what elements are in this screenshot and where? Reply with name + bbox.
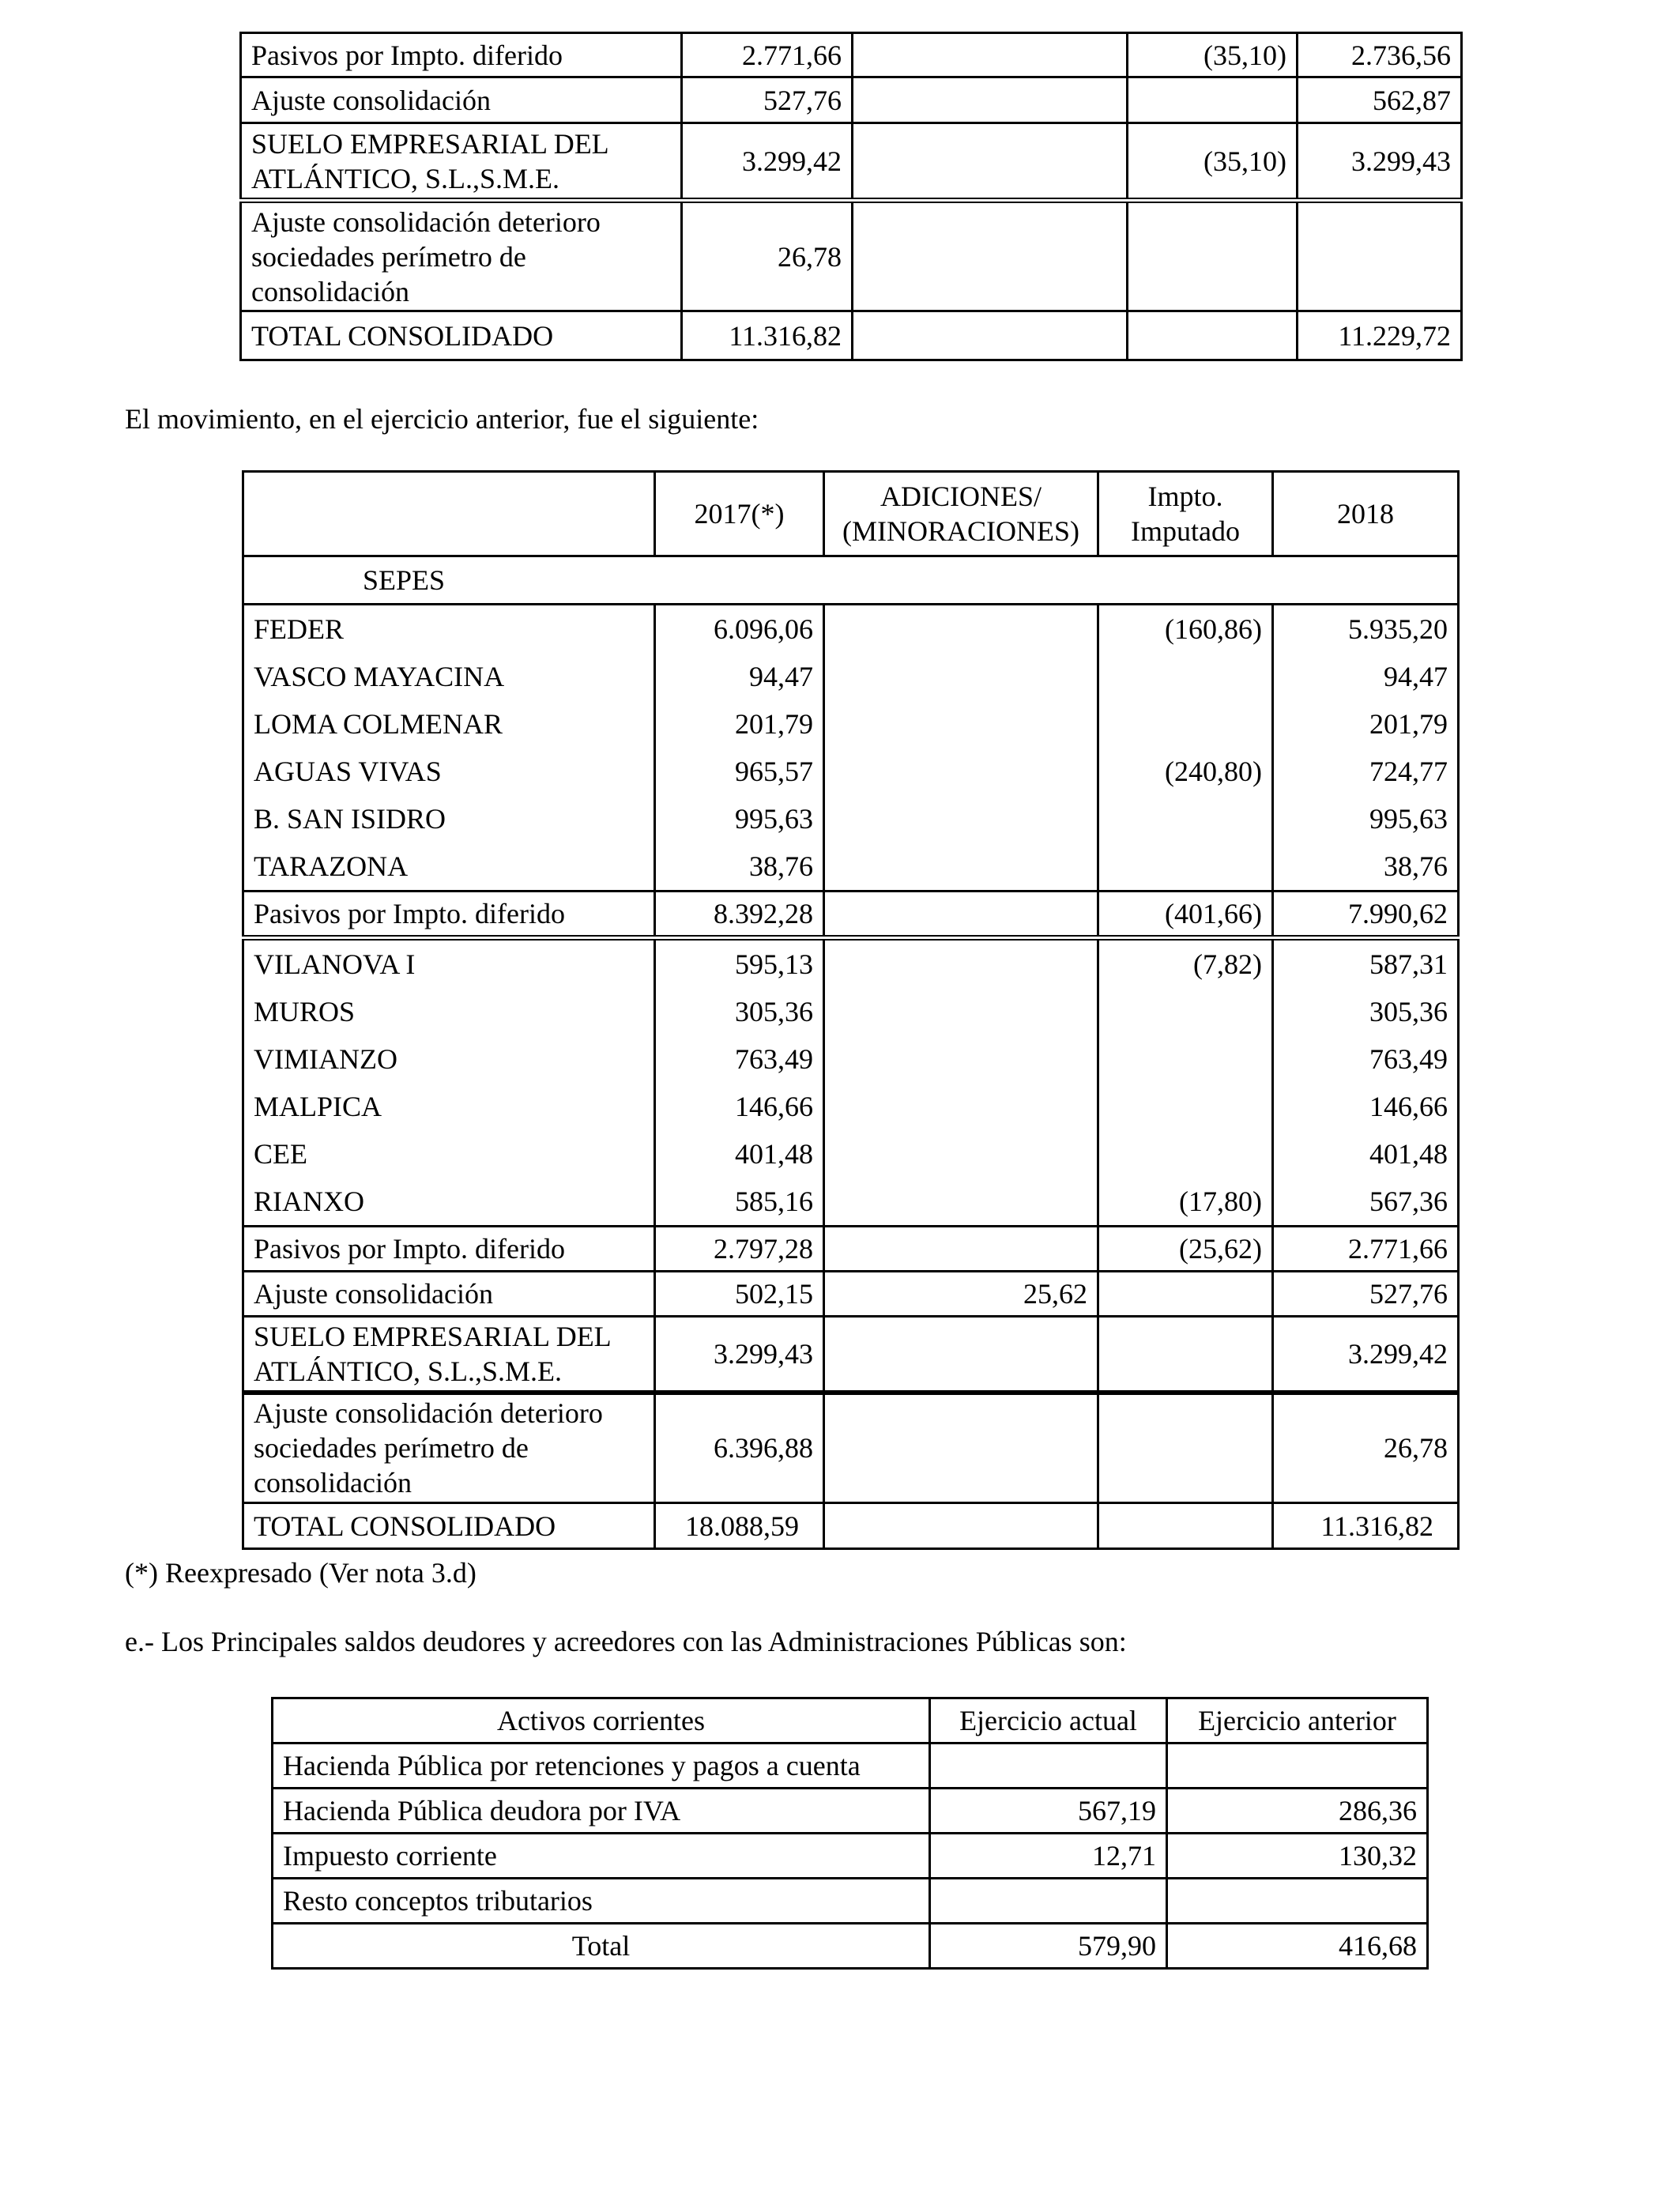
table-row <box>241 123 1462 201</box>
table-row <box>243 653 1459 700</box>
cell-value: 562,87 <box>1298 77 1462 123</box>
row-label-line: SUELO EMPRESARIAL DEL <box>251 127 609 160</box>
cell-value <box>824 1317 1098 1393</box>
cell-value <box>930 1879 1167 1924</box>
column-header-line: ADICIONES/ <box>880 481 1042 512</box>
cell-value: 94,47 <box>1273 653 1459 700</box>
cell-value: 401,48 <box>1273 1130 1459 1178</box>
row-label: Pasivos por Impto. diferido <box>241 33 682 77</box>
cell-value: 567,19 <box>930 1789 1167 1834</box>
row-label: Impuesto corriente <box>273 1834 930 1879</box>
cell-value: 401,48 <box>655 1130 824 1178</box>
row-label-line: Ajuste consolidación deterioro <box>251 205 601 238</box>
cell-value <box>824 988 1098 1035</box>
cell-value: (35,10) <box>1128 33 1298 77</box>
table-row <box>243 1272 1459 1317</box>
table-header-row <box>243 472 1459 556</box>
cell-value: 995,63 <box>655 795 824 843</box>
cell-value <box>824 653 1098 700</box>
table-row <box>243 938 1459 989</box>
cell-value <box>1098 988 1273 1035</box>
table-row <box>241 201 1462 311</box>
group-label: SEPES <box>243 556 1459 605</box>
table-body <box>273 1744 1428 1924</box>
cell-value: 3.299,42 <box>1273 1317 1459 1393</box>
table-row <box>273 1879 1428 1924</box>
column-header: 2018 <box>1273 472 1459 556</box>
cell-value <box>824 1083 1098 1130</box>
cell-value: 201,79 <box>1273 700 1459 748</box>
group-sepes <box>243 605 1459 892</box>
row-label: Total <box>273 1924 930 1969</box>
cell-value: 567,36 <box>1273 1178 1459 1227</box>
cell-value: 587,31 <box>1273 938 1459 989</box>
cell-value: 3.299,42 <box>682 123 853 201</box>
cell-value <box>1098 843 1273 892</box>
cell-value <box>824 605 1098 654</box>
column-header-line: Impto. <box>1147 481 1223 512</box>
cell-value <box>1098 1503 1273 1549</box>
row-label: LOMA COLMENAR <box>243 700 655 748</box>
cell-value: 6.396,88 <box>655 1393 824 1503</box>
cell-value: 3.299,43 <box>655 1317 824 1393</box>
cell-value <box>1098 700 1273 748</box>
cell-value: (17,80) <box>1098 1178 1273 1227</box>
cell-value <box>1098 1130 1273 1178</box>
table-row <box>243 748 1459 795</box>
row-label: B. SAN ISIDRO <box>243 795 655 843</box>
cell-value <box>824 700 1098 748</box>
column-header <box>1098 472 1273 556</box>
cell-value <box>853 123 1128 201</box>
row-label-line: SUELO EMPRESARIAL DEL <box>254 1320 612 1352</box>
paragraph: El movimiento, en el ejercicio anterior, fue el siguiente: <box>125 403 759 435</box>
cell-value: (401,66) <box>1098 892 1273 938</box>
row-label <box>241 123 682 201</box>
cell-value: 6.096,06 <box>655 605 824 654</box>
cell-value: 2.797,28 <box>655 1227 824 1272</box>
cell-value <box>1098 1272 1273 1317</box>
cell-value <box>824 938 1098 989</box>
balance-table-current <box>239 32 1463 361</box>
table-row-total <box>241 311 1462 360</box>
row-label-line: sociedades perímetro de <box>254 1432 529 1465</box>
cell-value <box>824 843 1098 892</box>
cell-value: 146,66 <box>655 1083 824 1130</box>
table-row <box>273 1834 1428 1879</box>
row-label: CEE <box>243 1130 655 1178</box>
table-header-row <box>273 1698 1428 1744</box>
row-label <box>241 201 682 311</box>
table-row <box>243 1178 1459 1227</box>
row-label-line: ATLÁNTICO, S.L.,S.M.E. <box>251 162 560 194</box>
column-header-line: (MINORACIONES) <box>842 515 1079 547</box>
cell-value: 995,63 <box>1273 795 1459 843</box>
column-header: Ejercicio anterior <box>1167 1698 1428 1744</box>
row-label: TOTAL CONSOLIDADO <box>243 1503 655 1549</box>
cell-value <box>1098 1317 1273 1393</box>
row-label: RIANXO <box>243 1178 655 1227</box>
row-label: Hacienda Pública deudora por IVA <box>273 1789 930 1834</box>
row-label: VIMIANZO <box>243 1035 655 1083</box>
cell-value: 25,62 <box>824 1272 1098 1317</box>
table-row <box>243 1317 1459 1393</box>
subtotal-row <box>243 1227 1459 1272</box>
subtotal-row <box>243 892 1459 938</box>
cell-value <box>824 1178 1098 1227</box>
cell-value: 94,47 <box>655 653 824 700</box>
cell-value: 26,78 <box>682 201 853 311</box>
cell-value: 11.316,82 <box>682 311 853 360</box>
row-label: AGUAS VIVAS <box>243 748 655 795</box>
cell-value: 2.771,66 <box>682 33 853 77</box>
cell-value <box>1298 201 1462 311</box>
group-suelo <box>243 938 1459 1227</box>
cell-value <box>824 795 1098 843</box>
table-row <box>243 1083 1459 1130</box>
row-label-line: consolidación <box>254 1467 412 1499</box>
cell-value: 579,90 <box>930 1924 1167 1969</box>
cell-value <box>853 33 1128 77</box>
cell-value: (35,10) <box>1128 123 1298 201</box>
cell-value <box>1128 311 1298 360</box>
cell-value <box>1098 795 1273 843</box>
movement-table-previous <box>242 470 1460 1550</box>
cell-value <box>824 1035 1098 1083</box>
row-label: MUROS <box>243 988 655 1035</box>
cell-value: 585,16 <box>655 1178 824 1227</box>
cell-value: 724,77 <box>1273 748 1459 795</box>
cell-value <box>853 201 1128 311</box>
paragraph: e.- Los Principales saldos deudores y acreedores con las Administraciones Públicas son: <box>125 1626 1127 1657</box>
cell-value: 527,76 <box>1273 1272 1459 1317</box>
row-label: TARAZONA <box>243 843 655 892</box>
cell-value <box>824 892 1098 938</box>
table-row <box>241 77 1462 123</box>
cell-value: 11.229,72 <box>1298 311 1462 360</box>
cell-value: 8.392,28 <box>655 892 824 938</box>
row-label: FEDER <box>243 605 655 654</box>
table-row <box>243 843 1459 892</box>
cell-value: 38,76 <box>655 843 824 892</box>
table-row <box>241 33 1462 77</box>
row-label: Resto conceptos tributarios <box>273 1879 930 1924</box>
row-label <box>243 1393 655 1503</box>
table-row <box>243 1130 1459 1178</box>
cell-value: (7,82) <box>1098 938 1273 989</box>
row-label: VASCO MAYACINA <box>243 653 655 700</box>
cell-value: 2.736,56 <box>1298 33 1462 77</box>
table-row <box>243 605 1459 654</box>
cell-value: 7.990,62 <box>1273 892 1459 938</box>
cell-value <box>1128 201 1298 311</box>
cell-value <box>930 1744 1167 1789</box>
table-row <box>243 795 1459 843</box>
table-row <box>273 1744 1428 1789</box>
cell-value <box>853 311 1128 360</box>
header-blank <box>243 472 655 556</box>
row-label: MALPICA <box>243 1083 655 1130</box>
row-label: Pasivos por Impto. diferido <box>243 1227 655 1272</box>
row-label-line: ATLÁNTICO, S.L.,S.M.E. <box>254 1355 563 1387</box>
row-label: TOTAL CONSOLIDADO <box>241 311 682 360</box>
table-row <box>243 700 1459 748</box>
column-header-line: Imputado <box>1131 515 1240 547</box>
cell-value: 26,78 <box>1273 1393 1459 1503</box>
cell-value: 201,79 <box>655 700 824 748</box>
cell-value: (25,62) <box>1098 1227 1273 1272</box>
public-admin-balances-table <box>271 1697 1429 1970</box>
cell-value: 38,76 <box>1273 843 1459 892</box>
cell-value <box>824 748 1098 795</box>
cell-value <box>1167 1879 1428 1924</box>
cell-value: 146,66 <box>1273 1083 1459 1130</box>
row-label-line: Ajuste consolidación deterioro <box>254 1397 603 1430</box>
row-label: Pasivos por Impto. diferido <box>243 892 655 938</box>
table-row-total <box>273 1924 1428 1969</box>
cell-value <box>824 1503 1098 1549</box>
cell-value: 527,76 <box>682 77 853 123</box>
cell-value <box>1128 77 1298 123</box>
cell-value <box>1098 653 1273 700</box>
cell-value: 763,49 <box>655 1035 824 1083</box>
cell-value: 130,32 <box>1167 1834 1428 1879</box>
cell-value: 11.316,82 <box>1273 1503 1459 1549</box>
cell-value: 18.088,59 <box>655 1503 824 1549</box>
cell-value: 763,49 <box>1273 1035 1459 1083</box>
cell-value: 305,36 <box>655 988 824 1035</box>
table-row <box>243 1035 1459 1083</box>
row-label-line: sociedades perímetro de <box>251 240 526 273</box>
cell-value: 502,15 <box>655 1272 824 1317</box>
cell-value: 5.935,20 <box>1273 605 1459 654</box>
column-header: Ejercicio actual <box>930 1698 1167 1744</box>
cell-value: 12,71 <box>930 1834 1167 1879</box>
cell-value <box>1167 1744 1428 1789</box>
cell-value: 3.299,43 <box>1298 123 1462 201</box>
cell-value: 595,13 <box>655 938 824 989</box>
column-header <box>824 472 1098 556</box>
cell-value: 416,68 <box>1167 1924 1428 1969</box>
row-label: Ajuste consolidación <box>243 1272 655 1317</box>
row-label: Hacienda Pública por retenciones y pagos a cuenta <box>273 1744 930 1789</box>
cell-value: 286,36 <box>1167 1789 1428 1834</box>
group-header-row <box>243 556 1459 605</box>
row-label: Ajuste consolidación <box>241 77 682 123</box>
cell-value: (240,80) <box>1098 748 1273 795</box>
cell-value <box>1098 1083 1273 1130</box>
cell-value <box>853 77 1128 123</box>
table-row <box>243 1393 1459 1503</box>
table-row <box>243 988 1459 1035</box>
table-row <box>273 1789 1428 1834</box>
cell-value: (160,86) <box>1098 605 1273 654</box>
cell-value <box>1098 1393 1273 1503</box>
cell-value <box>1098 1035 1273 1083</box>
cell-value: 965,57 <box>655 748 824 795</box>
cell-value: 2.771,66 <box>1273 1227 1459 1272</box>
cell-value: 305,36 <box>1273 988 1459 1035</box>
cell-value <box>824 1227 1098 1272</box>
column-header: 2017(*) <box>655 472 824 556</box>
table-row-total <box>243 1503 1459 1549</box>
row-label: VILANOVA I <box>243 938 655 989</box>
footnote: (*) Reexpresado (Ver nota 3.d) <box>125 1557 477 1589</box>
row-label <box>243 1317 655 1393</box>
column-header: Activos corrientes <box>273 1698 930 1744</box>
cell-value <box>824 1130 1098 1178</box>
row-label-line: consolidación <box>251 275 409 307</box>
cell-value <box>824 1393 1098 1503</box>
